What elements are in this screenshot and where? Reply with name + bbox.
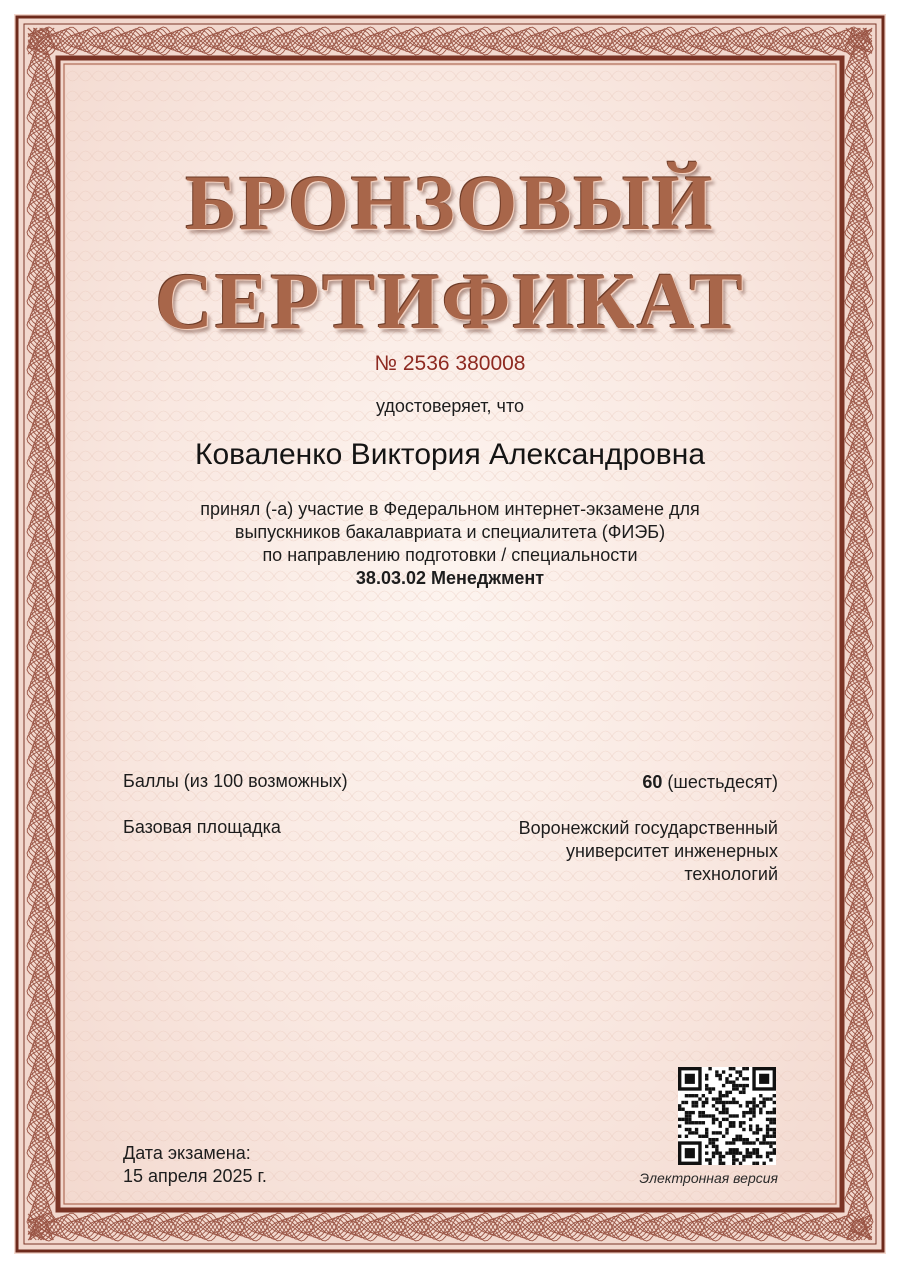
electronic-version-label: Электронная версия	[639, 1170, 778, 1186]
certificate-body	[66, 66, 834, 1202]
participation-line-3: по направлению подготовки / специальности	[262, 545, 638, 565]
exam-date	[123, 1142, 267, 1188]
score-label: Баллы (из 100 возможных)	[123, 771, 348, 791]
exam-date-label: Дата экзамена:	[123, 1143, 251, 1163]
score-number: 60	[642, 772, 663, 792]
exam-date-value: 15 апреля 2025 г.	[123, 1166, 267, 1186]
certificate-title-line1: БРОНЗОВЫЙ	[185, 159, 715, 246]
venue-line-1: Воронежский государственный	[518, 818, 778, 838]
score-words: (шестьдесят)	[662, 772, 778, 792]
certificate-number: № 2536 380008	[374, 352, 526, 375]
score-value	[642, 771, 778, 794]
venue-line-2: университет инженерных	[565, 841, 778, 861]
recipient-name: Коваленко Виктория Александровна	[195, 438, 705, 471]
attests-text: удостоверяет, что	[376, 396, 524, 416]
participation-line-1: принял (-а) участие в Федеральном интернет-экзамене для	[200, 499, 700, 519]
venue-label: Базовая площадка	[123, 817, 281, 837]
participation-line-2: выпускников бакалавриата и специалитета (ФИЭБ)	[234, 522, 666, 542]
qr-code-icon[interactable]	[678, 1067, 776, 1165]
venue-line-3: технологий	[684, 864, 778, 884]
specialty: 38.03.02 Менеджмент	[355, 568, 545, 588]
certificate-page	[14, 14, 886, 1254]
certificate-title-line2: СЕРТИФИКАТ	[155, 258, 745, 346]
participation-text	[66, 498, 834, 590]
venue-value	[519, 817, 778, 886]
